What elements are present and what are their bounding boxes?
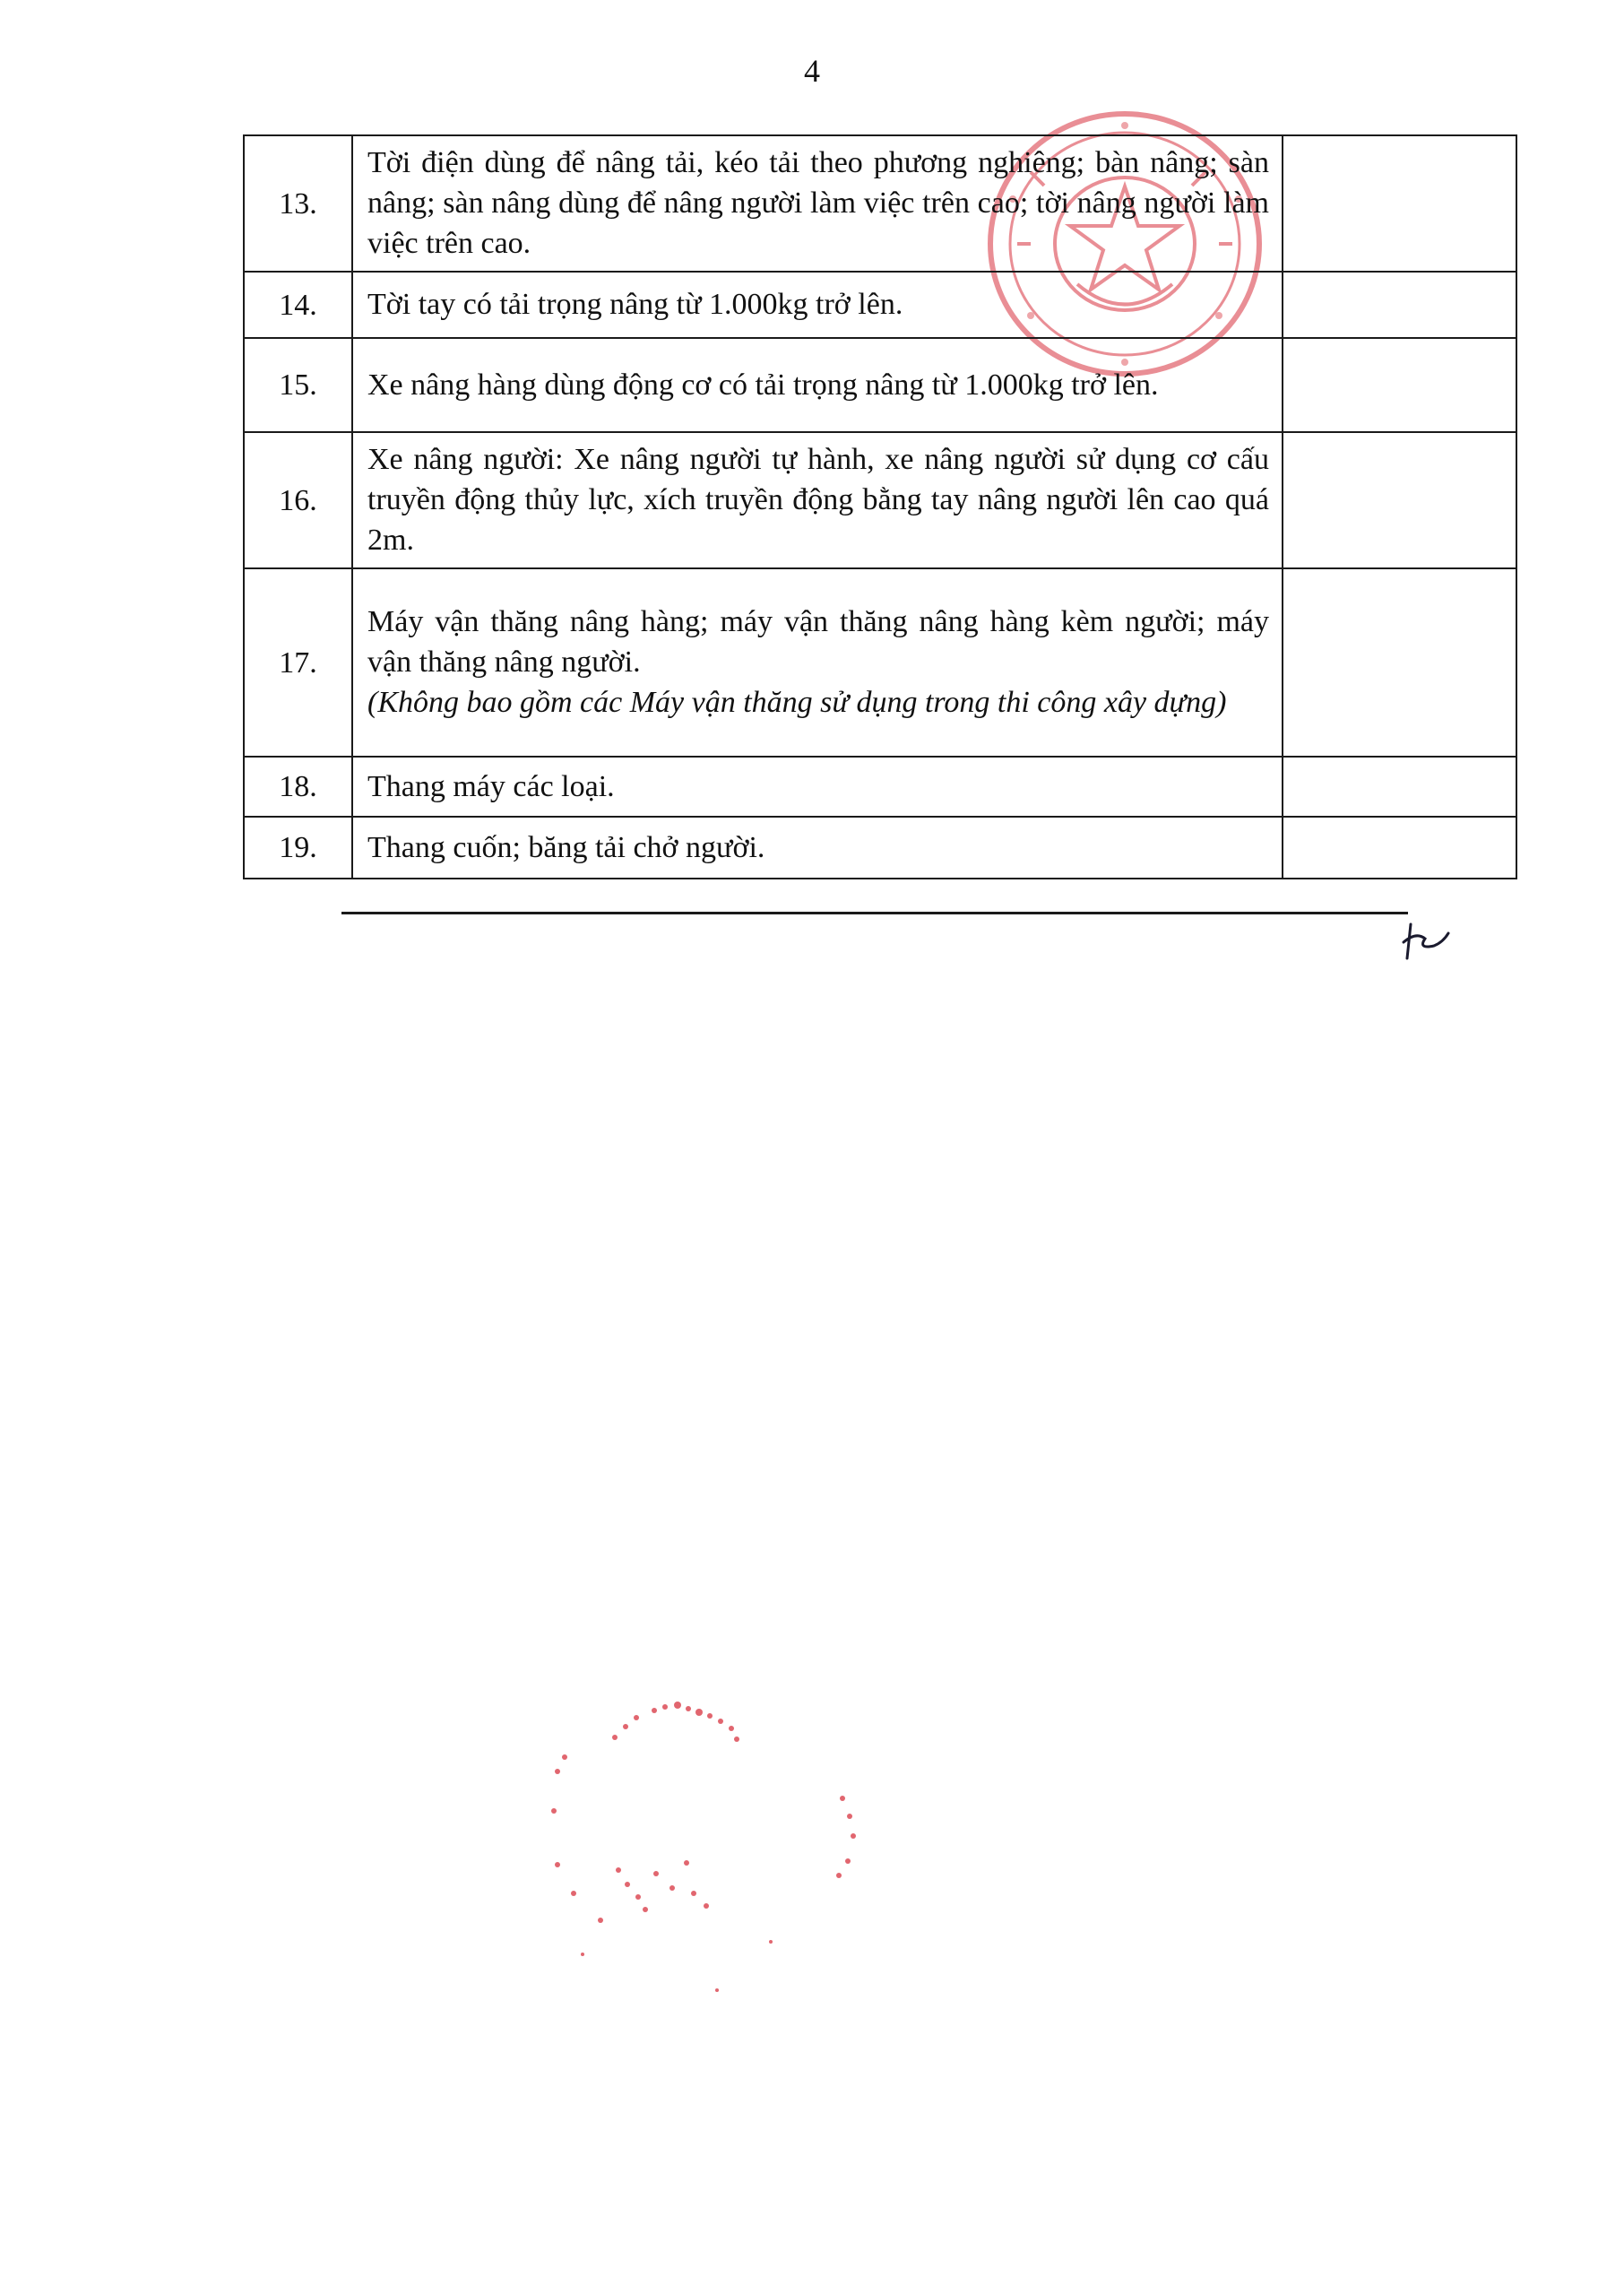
row-description <box>352 135 1283 272</box>
handwritten-initials-icon <box>1398 919 1452 964</box>
empty-cell <box>1283 432 1516 568</box>
table-row <box>244 272 1516 338</box>
row-text: Tời điện dùng để nâng tải, kéo tải theo phương nghiêng; bàn nâng; sàn nâng; sàn nâng dùng để nâng người làm việc trên cao; tời nâng người làm việc trên cao. <box>367 146 1269 260</box>
row-text: Tời tay có tải trọng nâng từ 1.000kg trở lên. <box>367 288 903 321</box>
table-row <box>244 338 1516 432</box>
table-row <box>244 432 1516 568</box>
row-text: Thang cuốn; băng tải chở người. <box>367 830 765 864</box>
table-row <box>244 135 1516 272</box>
empty-cell <box>1283 757 1516 817</box>
empty-cell <box>1283 272 1516 338</box>
empty-cell <box>1283 817 1516 879</box>
row-number: 19. <box>244 817 352 879</box>
row-description <box>352 338 1283 432</box>
row-note: (Không bao gồm các Máy vận thăng sử dụng trong thi công xây dựng) <box>367 686 1227 719</box>
row-description <box>352 272 1283 338</box>
table-row <box>244 817 1516 879</box>
row-text: Xe nâng người: Xe nâng người tự hành, xe nâng người sử dụng cơ cấu truyền động thủy lực, xích truyền động bằng tay nâng người lên cao quá 2m. <box>367 443 1269 557</box>
empty-cell <box>1283 135 1516 272</box>
row-text: Máy vận thăng nâng hàng; máy vận thăng nâng hàng kèm người; máy vận thăng nâng người. <box>367 605 1269 679</box>
row-text: Thang máy các loại. <box>367 769 615 803</box>
row-text: Xe nâng hàng dùng động cơ có tải trọng nâng từ 1.000kg trở lên. <box>367 368 1159 402</box>
row-number: 16. <box>244 432 352 568</box>
equipment-table <box>243 134 1517 879</box>
page-number: 4 <box>804 53 820 89</box>
table-row <box>244 757 1516 817</box>
faint-seal-icon <box>502 1685 932 2062</box>
row-number: 18. <box>244 757 352 817</box>
row-number: 17. <box>244 568 352 757</box>
row-number: 13. <box>244 135 352 272</box>
row-number: 14. <box>244 272 352 338</box>
empty-cell <box>1283 568 1516 757</box>
row-description <box>352 817 1283 879</box>
row-description <box>352 568 1283 757</box>
row-number: 15. <box>244 338 352 432</box>
table-row <box>244 568 1516 757</box>
row-description <box>352 757 1283 817</box>
row-description <box>352 432 1283 568</box>
empty-cell <box>1283 338 1516 432</box>
end-rule-divider <box>341 912 1408 914</box>
